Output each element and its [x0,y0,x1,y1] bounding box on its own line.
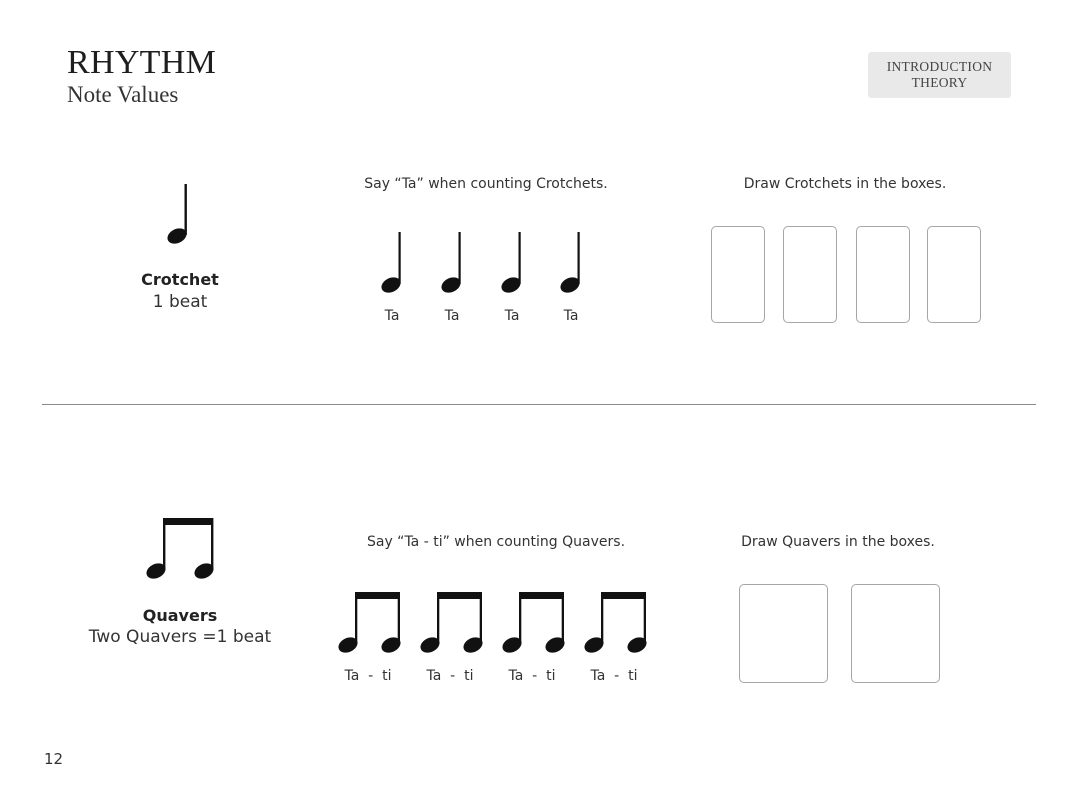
quavers-value: Two Quavers =1 beat [88,627,272,647]
section-tag-line-1: INTRODUCTION [886,59,993,74]
quavers-draw-box[interactable] [851,584,940,683]
beamed-quavers-icon [144,518,216,580]
section-tag-line-2: THEORY [911,75,968,90]
crotchet-note-icon [380,232,410,296]
crotchet-count: Ta [504,308,520,324]
crotchet-draw-box[interactable] [711,226,765,323]
crotchet-note-icon [166,184,196,246]
beamed-quavers-icon [420,592,484,654]
section-divider [42,404,1036,405]
quavers-instruction: Say “Ta - ti” when counting Quavers. [366,534,626,550]
quavers-draw-box[interactable] [739,584,828,683]
page-subtitle: Note Values [67,82,179,107]
crotchet-count: Ta [444,308,460,324]
crotchet-instruction: Say “Ta” when counting Crotchets. [364,176,608,192]
crotchet-draw-box[interactable] [927,226,981,323]
beamed-quavers-icon [502,592,566,654]
crotchet-draw-instruction: Draw Crotchets in the boxes. [743,176,947,192]
quavers-name: Quavers [142,606,218,625]
quavers-count: Ta - ti [344,668,392,684]
quavers-count: Ta - ti [590,668,638,684]
crotchet-value: 1 beat [152,292,208,312]
quavers-draw-instruction: Draw Quavers in the boxes. [741,534,935,550]
page-number: 12 [44,750,64,768]
quavers-count: Ta - ti [508,668,556,684]
section-tag [868,52,1011,98]
crotchet-note-icon [440,232,470,296]
crotchet-note-icon [559,232,589,296]
crotchet-name: Crotchet [141,270,219,289]
crotchet-draw-box[interactable] [783,226,837,323]
crotchet-count: Ta [563,308,579,324]
beamed-quavers-icon [584,592,648,654]
crotchet-count: Ta [384,308,400,324]
page-title: RHYTHM [67,44,217,81]
quavers-count: Ta - ti [426,668,474,684]
beamed-quavers-icon [338,592,402,654]
crotchet-draw-box[interactable] [856,226,910,323]
crotchet-note-icon [500,232,530,296]
